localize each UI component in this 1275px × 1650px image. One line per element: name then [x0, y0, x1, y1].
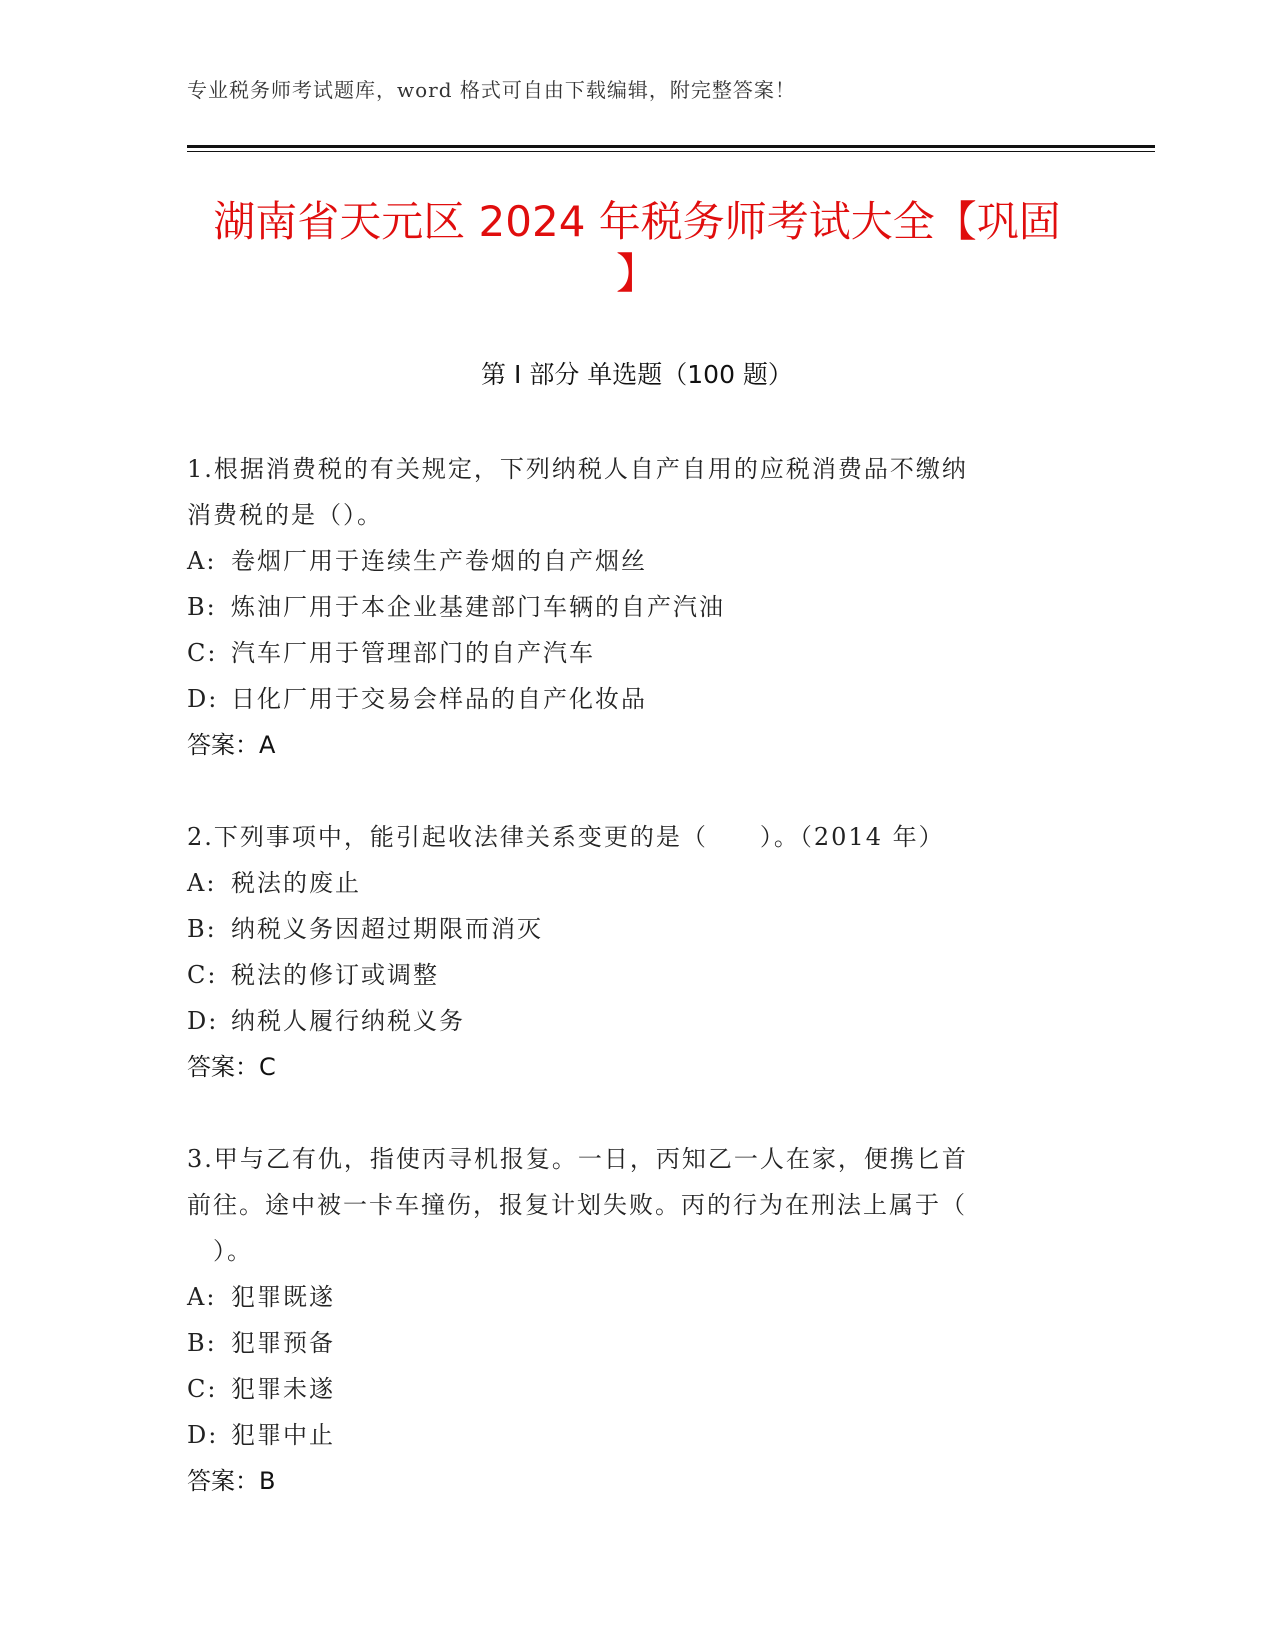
option-text: 税法的废止: [231, 869, 361, 897]
option-key: C:: [187, 1375, 218, 1403]
option-text: 税法的修订或调整: [231, 961, 439, 989]
option-key: D:: [187, 1007, 219, 1035]
option-text: 纳税义务因超过期限而消灭: [231, 915, 543, 943]
question-1: [187, 446, 1067, 768]
option-c: [187, 952, 1067, 998]
option-b: [187, 906, 1067, 952]
stem-line: 2.下列事项中，能引起收法律关系变更的是（ ）。（2014 年）: [187, 823, 945, 851]
answer-line: 答案：C: [187, 1053, 276, 1081]
option-a: [187, 860, 1067, 906]
option-a: [187, 1274, 1067, 1320]
option-text: 纳税人履行纳税义务: [231, 1007, 465, 1035]
option-key: C:: [187, 639, 218, 667]
question-3: [187, 1136, 1067, 1504]
question-2: [187, 814, 1067, 1090]
stem-line: ）。: [187, 1237, 253, 1265]
question-list: [187, 446, 1067, 1550]
option-text: 炼油厂用于本企业基建部门车辆的自产汽油: [231, 593, 725, 621]
option-d: [187, 998, 1067, 1044]
document-title-line-2: 】: [615, 249, 658, 298]
stem-line: 1.根据消费税的有关规定，下列纳税人自产自用的应税消费品不缴纳: [187, 455, 968, 483]
document-title-line-1: 湖南省天元区 2024 年税务师考试大全【巩固: [213, 197, 1061, 246]
option-text: 犯罪中止: [231, 1421, 335, 1449]
option-key: B:: [187, 915, 217, 943]
option-c: [187, 1366, 1067, 1412]
option-key: A:: [187, 1283, 217, 1311]
option-d: [187, 1412, 1067, 1458]
option-b: [187, 584, 1067, 630]
option-text: 汽车厂用于管理部门的自产汽车: [231, 639, 595, 667]
option-key: D:: [187, 1421, 219, 1449]
option-text: 日化厂用于交易会样品的自产化妆品: [231, 685, 647, 713]
question-stem: [187, 814, 1067, 860]
option-key: B:: [187, 593, 217, 621]
question-stem: [187, 1136, 1067, 1274]
option-text: 犯罪未遂: [231, 1375, 335, 1403]
question-stem: [187, 446, 1067, 538]
header-rule-thin: [187, 151, 1155, 152]
option-text: 犯罪既遂: [231, 1283, 335, 1311]
option-key: A:: [187, 869, 217, 897]
header-note: 专业税务师考试题库，word 格式可自由下载编辑，附完整答案！: [187, 78, 796, 102]
option-key: A:: [187, 547, 217, 575]
stem-line: 3.甲与乙有仇，指使丙寻机报复。一日，丙知乙一人在家，便携匕首: [187, 1145, 968, 1173]
section-title: 第 I 部分 单选题（100 题）: [481, 360, 793, 389]
document-title: [187, 196, 1087, 300]
option-c: [187, 630, 1067, 676]
answer-line: 答案：A: [187, 731, 276, 759]
option-a: [187, 538, 1067, 584]
option-key: B:: [187, 1329, 217, 1357]
option-text: 犯罪预备: [231, 1329, 335, 1357]
option-d: [187, 676, 1067, 722]
answer-line: 答案：B: [187, 1467, 276, 1495]
option-text: 卷烟厂用于连续生产卷烟的自产烟丝: [231, 547, 647, 575]
option-key: C:: [187, 961, 218, 989]
stem-line: 前往。途中被一卡车撞伤，报复计划失败。丙的行为在刑法上属于（: [187, 1191, 967, 1219]
option-key: D:: [187, 685, 219, 713]
header-rule-thick: [187, 145, 1155, 148]
stem-line: 消费税的是（）。: [187, 501, 383, 529]
option-b: [187, 1320, 1067, 1366]
